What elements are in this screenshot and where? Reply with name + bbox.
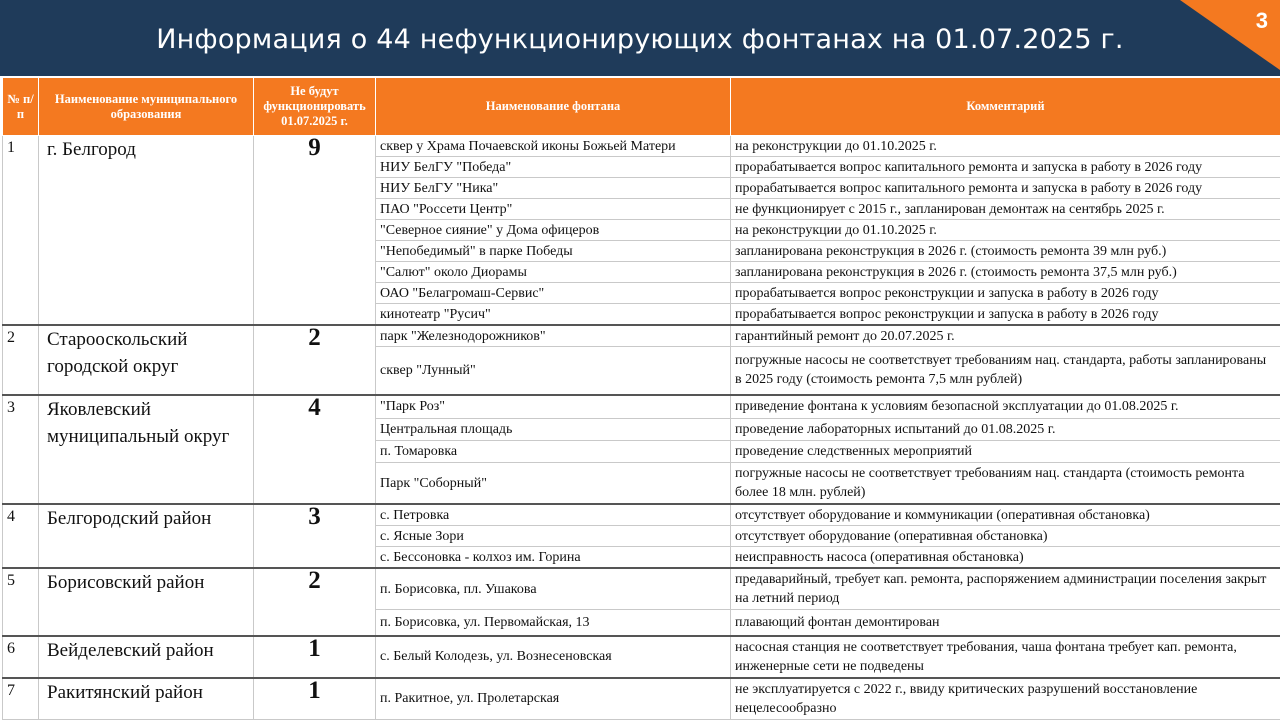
fountain-name: с. Ясные Зори [376, 526, 731, 547]
fountain-name: "Северное сияние" у Дома офицеров [376, 220, 731, 241]
fountain-name: с. Бессоновка - колхоз им. Горина [376, 547, 731, 569]
row-number: 3 [3, 395, 39, 505]
fountain-name: "Салют" около Диорамы [376, 262, 731, 283]
row-number: 1 [3, 136, 39, 326]
nonfunctioning-count: 2 [254, 325, 376, 395]
page-number: 3 [1256, 8, 1268, 34]
fountain-name: кинотеатр "Русич" [376, 304, 731, 326]
nonfunctioning-count: 2 [254, 568, 376, 636]
fountain-comment: прорабатывается вопрос капитального ремонта и запуска в работу в 2026 году [731, 157, 1280, 178]
fountain-name: сквер "Лунный" [376, 347, 731, 395]
municipality-name: Старооскольский городской округ [39, 325, 254, 395]
fountain-comment: прорабатывается вопрос капитального ремонта и запуска в работу в 2026 году [731, 178, 1280, 199]
fountain-comment: запланирована реконструкция в 2026 г. (стоимость ремонта 37,5 млн руб.) [731, 262, 1280, 283]
fountain-name: "Непобедимый" в парке Победы [376, 241, 731, 262]
page-title: Информация о 44 нефункционирующих фонтанах на 01.07.2025 г. [0, 0, 1280, 76]
fountain-comment: не эксплуатируется с 2022 г., ввиду критических разрушений восстановление нецелесообразно [731, 678, 1280, 720]
fountain-comment: проведение следственных мероприятий [731, 441, 1280, 463]
row-number: 5 [3, 568, 39, 636]
table-row [3, 636, 1280, 678]
fountains-table [2, 77, 1280, 720]
row-number: 6 [3, 636, 39, 678]
nonfunctioning-count: 1 [254, 636, 376, 678]
fountain-name: п. Ракитное, ул. Пролетарская [376, 678, 731, 720]
fountain-name: п. Томаровка [376, 441, 731, 463]
fountain-name: п. Борисовка, пл. Ушакова [376, 568, 731, 610]
fountain-comment: на реконструкции до 01.10.2025 г. [731, 220, 1280, 241]
col-header-comment: Комментарий [731, 78, 1280, 136]
fountain-name: НИУ БелГУ "Победа" [376, 157, 731, 178]
fountain-name: НИУ БелГУ "Ника" [376, 178, 731, 199]
row-number: 2 [3, 325, 39, 395]
fountain-comment: запланирована реконструкция в 2026 г. (стоимость ремонта 39 млн руб.) [731, 241, 1280, 262]
fountain-comment: проведение лабораторных испытаний до 01.08.2025 г. [731, 419, 1280, 441]
municipality-name: Ракитянский район [39, 678, 254, 720]
municipality-name: Яковлевский муниципальный округ [39, 395, 254, 505]
fountain-comment: погружные насосы не соответствует требованиям нац. стандарта, работы запланированы в 2025 году (стоимость ремонта 7,5 млн рублей) [731, 347, 1280, 395]
municipality-name: г. Белгород [39, 136, 254, 326]
col-header-count: Не будут функционировать 01.07.2025 г. [254, 78, 376, 136]
table-row [3, 325, 1280, 347]
fountain-name: с. Белый Колодезь, ул. Вознесеновская [376, 636, 731, 678]
col-header-municipality: Наименование муниципального образования [39, 78, 254, 136]
fountain-name: сквер у Храма Почаевской иконы Божьей Матери [376, 136, 731, 157]
fountain-name: ОАО "Белагромаш-Сервис" [376, 283, 731, 304]
fountain-comment: насосная станция не соответствует требования, чаша фонтана требует кап. ремонта, инженерные сети не подведены [731, 636, 1280, 678]
fountain-comment: прорабатывается вопрос реконструкции и запуска в работу в 2026 году [731, 283, 1280, 304]
row-number: 4 [3, 504, 39, 568]
row-number: 7 [3, 678, 39, 720]
fountain-comment: неисправность насоса (оперативная обстановка) [731, 547, 1280, 569]
fountain-name: п. Борисовка, ул. Первомайская, 13 [376, 610, 731, 636]
municipality-name: Вейделевский район [39, 636, 254, 678]
fountain-comment: гарантийный ремонт до 20.07.2025 г. [731, 325, 1280, 347]
col-header-fountain: Наименование фонтана [376, 78, 731, 136]
table-row [3, 395, 1280, 419]
fountain-comment: отсутствует оборудование (оперативная обстановка) [731, 526, 1280, 547]
nonfunctioning-count: 4 [254, 395, 376, 505]
municipality-name: Борисовский район [39, 568, 254, 636]
nonfunctioning-count: 1 [254, 678, 376, 720]
table-header-row [3, 78, 1280, 136]
fountain-comment: отсутствует оборудование и коммуникации (оперативная обстановка) [731, 504, 1280, 526]
nonfunctioning-count: 9 [254, 136, 376, 326]
fountain-name: ПАО "Россети Центр" [376, 199, 731, 220]
table-row [3, 568, 1280, 610]
fountain-comment: погружные насосы не соответствует требованиям нац. стандарта (стоимость ремонта более 18 млн. рублей) [731, 463, 1280, 505]
fountain-name: парк "Железнодорожников" [376, 325, 731, 347]
table-body [3, 136, 1280, 720]
table-row [3, 678, 1280, 720]
table-row [3, 504, 1280, 526]
fountain-name: "Парк Роз" [376, 395, 731, 419]
fountain-comment: предаварийный, требует кап. ремонта, распоряжением администрации поселения закрыт на летний период [731, 568, 1280, 610]
fountain-name: с. Петровка [376, 504, 731, 526]
fountain-name: Парк "Соборный" [376, 463, 731, 505]
fountain-name: Центральная площадь [376, 419, 731, 441]
col-header-number: № п/п [3, 78, 39, 136]
fountain-comment: плавающий фонтан демонтирован [731, 610, 1280, 636]
fountain-comment: на реконструкции до 01.10.2025 г. [731, 136, 1280, 157]
municipality-name: Белгородский район [39, 504, 254, 568]
fountain-comment: не функционирует с 2015 г., запланирован демонтаж на сентябрь 2025 г. [731, 199, 1280, 220]
fountain-comment: приведение фонтана к условиям безопасной эксплуатации до 01.08.2025 г. [731, 395, 1280, 419]
table-row [3, 136, 1280, 157]
fountain-comment: прорабатывается вопрос реконструкции и запуска в работу в 2026 году [731, 304, 1280, 326]
nonfunctioning-count: 3 [254, 504, 376, 568]
